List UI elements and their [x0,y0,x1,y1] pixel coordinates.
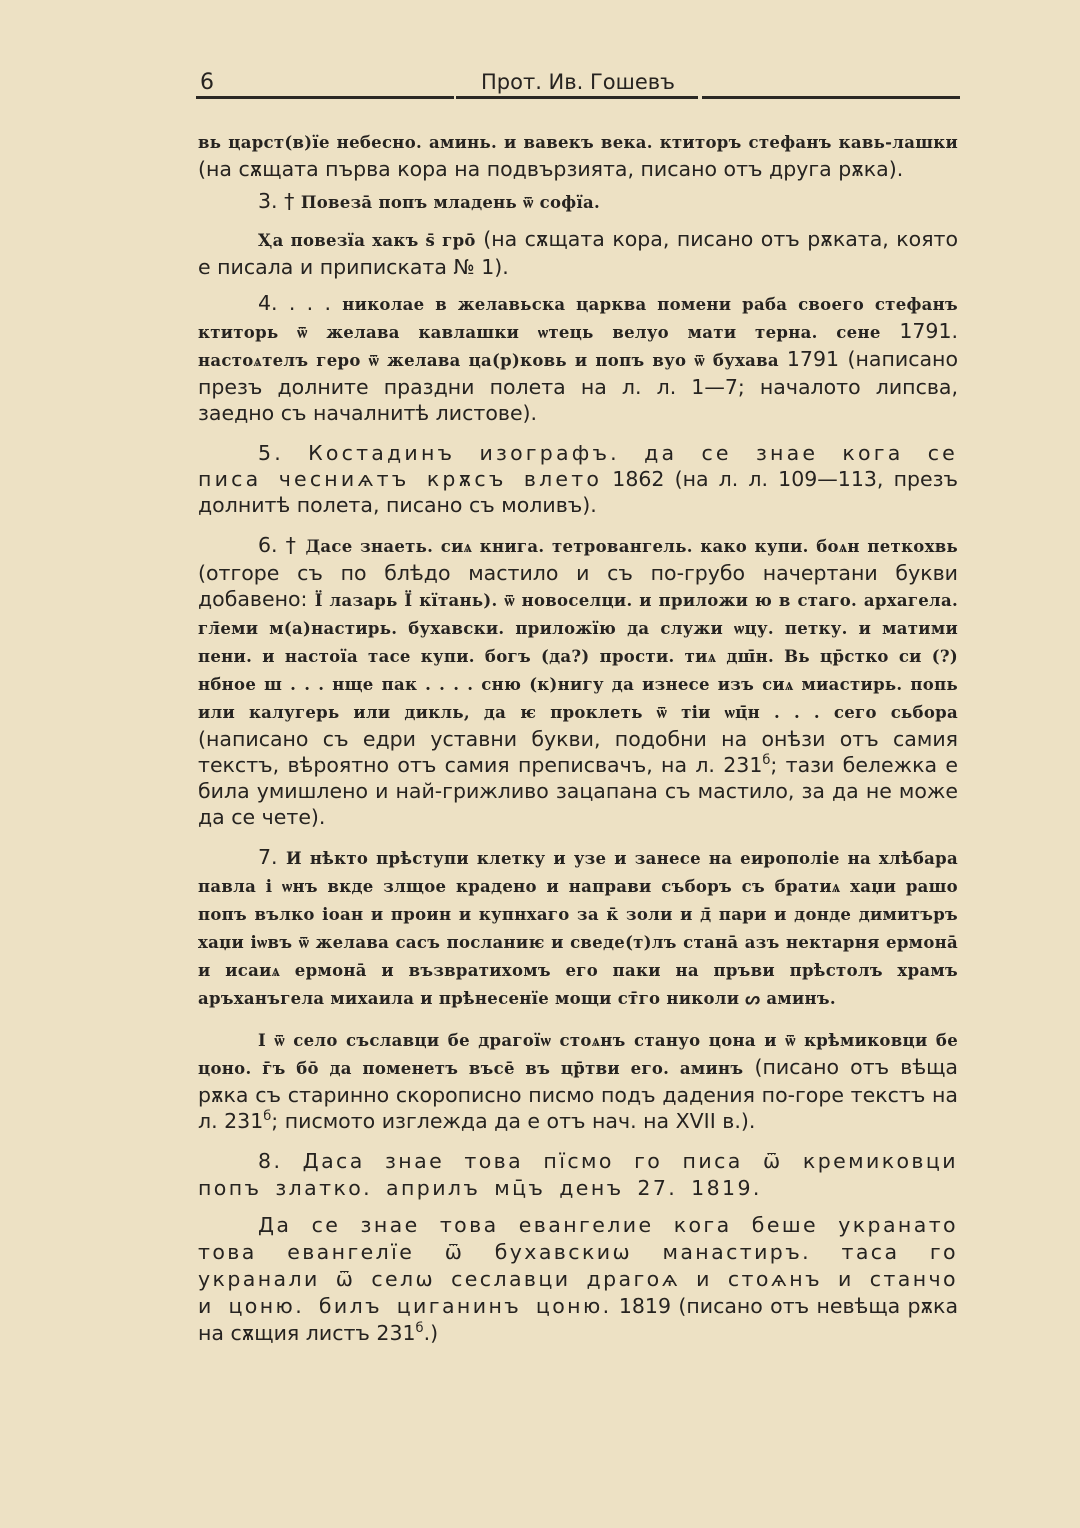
old-slavonic-text: И нѣкто прѣступи клетку и узе и занесе на еирополіе на хлѣбара павла і ѡнъ вкде злщое крадено и направи съборъ съ братиѧ хаџи рашо попъ вълко іоан и проин и купнхаго за к̄ золи и д̄ пари и донде димитъръ хаџи іѡвъ ѿ желава сасъ посланиѥ и сведе(т)лъ стана̄ азъ нектарня ермона̄ и исаиѧ ермона̄ и възвратихомъ его паки на пръви прѣстолъ храмъ аръханъгела михаила и прѣнесенїе мощи ст̄го николи ᔕ аминъ. [198,849,958,1008]
paragraph-3-cont [198,226,958,280]
old-slavonic-text: Повеза̄ попъ младень ѿ софїа. [300,193,601,212]
old-slavonic-text: І ѿ село съславци бе драгоїѡ стоѧнъ стануо цона и ѿ крѣмиковци бе цоно. г̄ъ бо̄ да поменетъ въсе̄ въ цр̄тви его. аминъ [198,1031,958,1078]
commentary-text: .) [423,1321,439,1345]
commentary-text: ; писмото изглежда да е отъ нач. на XVII в.). [271,1109,756,1133]
paragraph-1 [198,128,958,182]
spaced-inscription: Да се знае това евангелие кога беше укранато това евангелїе ѿ бухавскиѡ манастиръ. таса го укранали ѿ селѡ сеславци драгоѧ и стоѧнъ и станчо и цоню. билъ циганинъ цоню. [198,1213,958,1318]
old-slavonic-text: Ҳа повезїа хакъ ѕ̄ гро̄ [258,231,476,250]
commentary-text: (на сѫщата първа кора на подвързията, писано отъ друга рѫка). [198,157,904,181]
note-number: 3. † [258,189,301,213]
note-number: 7. [258,845,286,869]
old-slavonic-text: Ї лазарь Ї кїтань). ѿ новоселци. и приложи ю в стаго. архагела. гл̄еми м(а)настирь. бухавски. приложїю да служи ѡцу. петку. и матими пени. и настоїа тасе купи. богъ (да?) прости. тиѧ дш̄н. Вь цр̄стко си (?) нб̄ное ш . . . нще пак . . . . сню (к)нигу да изнесе изъ сиѧ миастирь. попь или калугерь или дикль, да ѥ проклеть ѿ тіи ѡц̄н . . . сего сьбора [198,591,958,722]
year: 1791 [786,347,840,371]
paragraph-8-cont [198,1212,958,1346]
running-title: Прот. Ив. Гошевъ [481,70,675,94]
commentary-text: 1862 (на л. л. 109—113, презъ долнитѣ полета, писано съ моливъ). [198,467,958,517]
page-header [196,62,960,102]
paragraph-3 [198,188,958,216]
superscript: б [263,1109,272,1125]
header-rule-right [702,96,960,99]
page-number: 6 [200,70,214,95]
paragraph-8 [198,1148,958,1202]
commentary-text: (на сѫщата кора, писано отъ рѫката, която е писала и приписката № 1). [198,227,959,279]
paragraph-5 [198,440,958,518]
header-rule-middle [456,96,698,99]
commentary-text: ; тази бележка е била умишлено и най-грижливо зацапана съ мастило, за да не може да се чете). [198,753,958,829]
superscript: б [415,1321,424,1337]
paragraph-4 [198,290,958,426]
page-body [198,128,958,1346]
old-slavonic-text: настоѧтелъ геро ѿ желава ца(р)ковь и попъ вуо ѿ бухава [198,351,787,370]
note-number: 6. † [258,533,306,557]
commentary-text: (писано отъ вѣща рѫка съ старинно скорописно писмо подъ дадения по-горе текстъ на л. 231 [198,1055,958,1133]
paragraph-7 [198,844,958,1012]
old-slavonic-text: николае в желавьска царква помени раба своего стефанъ ктиторь ѿ желава кавлашки ѡтець велуо мати терна. сене [198,295,958,342]
year: 1791. [899,319,958,343]
paragraph-6 [198,532,958,830]
note-number: 4. . . . [258,291,343,315]
old-slavonic-text: вь царст(в)їе небесно. аминь. и вавекъ века. ктиторъ стефанъ кавь-лашки [198,133,958,152]
header-rule-left [196,96,454,99]
commentary-text: 1819 (писано отъ невѣща рѫка на сѫщия листъ 231 [198,1294,959,1345]
spaced-inscription: 8. Даса знае това пїсмо го писа ѿ кремиковци попъ златко. априлъ мц̄ъ денъ 27. 1819. [198,1149,958,1200]
spaced-inscription: 5. Костадинъ изографъ. да се знае кога се писа чесниѧтъ крѫсъ влето [198,441,958,491]
superscript: б [762,753,771,769]
commentary-text: (написано презъ долните праздни полета на л. л. 1—7; началото липсва, заедно съ началнитѣ листове). [198,347,958,425]
old-slavonic-text: Дасе знаеть. сиѧ книга. тетровангель. како купи. боѧн петкохвь [305,537,958,556]
commentary-text: (отгоре съ по блѣдо мастило и съ по-грубо начертани букви добавено: [198,561,958,611]
commentary-text: (написано съ едри уставни букви, подобни на онѣзи отъ самия текстъ, вѣроятно отъ самия преписвачъ, на л. 231 [198,727,958,777]
paragraph-7-cont [198,1026,958,1134]
